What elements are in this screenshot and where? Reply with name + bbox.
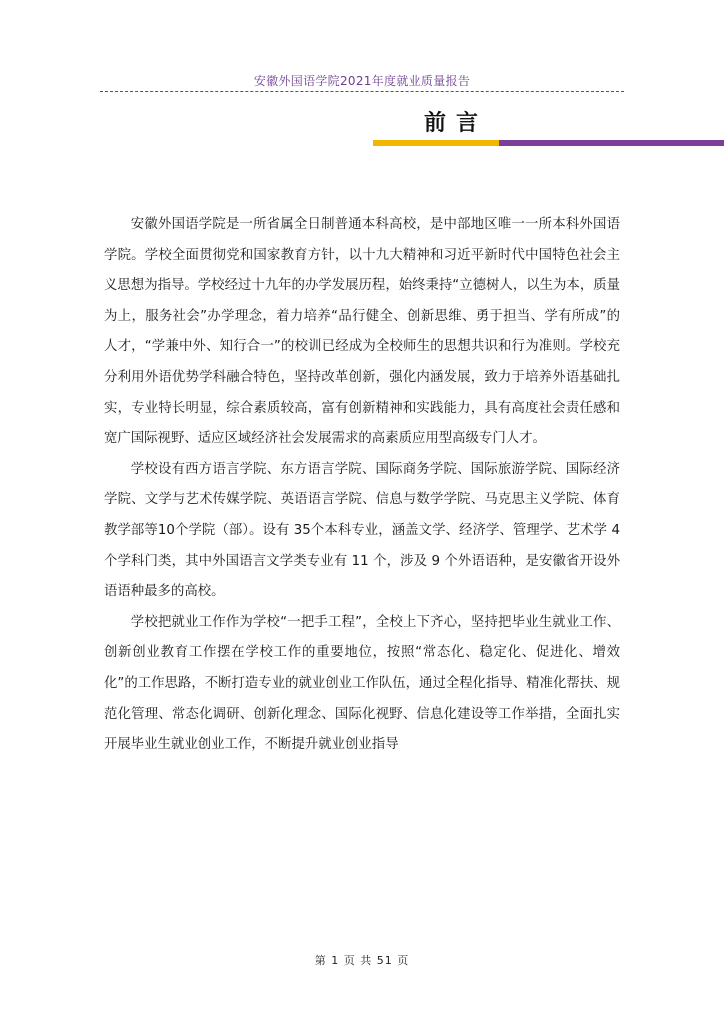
header-divider <box>100 91 624 92</box>
heading-accent-bar-purple <box>499 140 724 146</box>
heading-accent-bar-gold <box>373 140 499 146</box>
running-header-title: 安徽外国语学院2021年度就业质量报告 <box>253 74 471 88</box>
body-text <box>104 210 620 761</box>
paragraph-employment: 学校把就业工作作为学校“一把手工程”，全校上下齐心，坚持把毕业生就业工作、创新创业教育工作摆在学校工作的重要地位，按照“常态化、稳定化、促进化、增效化”的工作思路，不断打造专业的就业创业工作队伍，通过全程化指导、精准化帮扶、规范化管理、常态化调研、创新化理念、国际化视野、信息化建设等工作举措，全面扎实开展毕业生就业创业工作，不断提升就业创业指导 <box>104 614 620 753</box>
paragraph-colleges: 学校设有西方语言学院、东方语言学院、国际商务学院、国际旅游学院、国际经济学院、文学与艺术传媒学院、英语语言学院、信息与数学学院、马克思主义学院、体育教学部等10个学院（部）。设有 35个本科专业，涵盖文学、经济学、管理学、艺术学 4 个学科门类，其中外国语言文学类专业有 11 个，涉及 9 个外语语种，是安徽省开设外语语种最多的高校。 <box>104 461 620 600</box>
page-number: 第 1 页 共 51 页 <box>314 954 410 967</box>
section-heading: 前言 <box>424 111 489 136</box>
paragraph-intro: 安徽外国语学院是一所省属全日制普通本科高校，是中部地区唯一一所本科外国语学院。学校全面贯彻党和国家教育方针，以十九大精神和习近平新时代中国特色社会主义思想为指导。学校经过十九年的办学发展历程，始终秉持“立德树人，以生为本，质量为上，服务社会”办学理念，着力培养“品行健全、创新思维、勇于担当、学有所成”的人才，“学兼中外、知行合一”的校训已经成为全校师生的思想共识和行为准则。学校充分利用外语优势学科融合特色，坚持改革创新，强化内涵发展，致力于培养外语基础扎实，专业特长明显，综合素质较高，富有创新精神和实践能力，具有高度社会责任感和宽广国际视野、适应区域经济社会发展需求的高素质应用型高级专门人才。 <box>104 217 620 447</box>
